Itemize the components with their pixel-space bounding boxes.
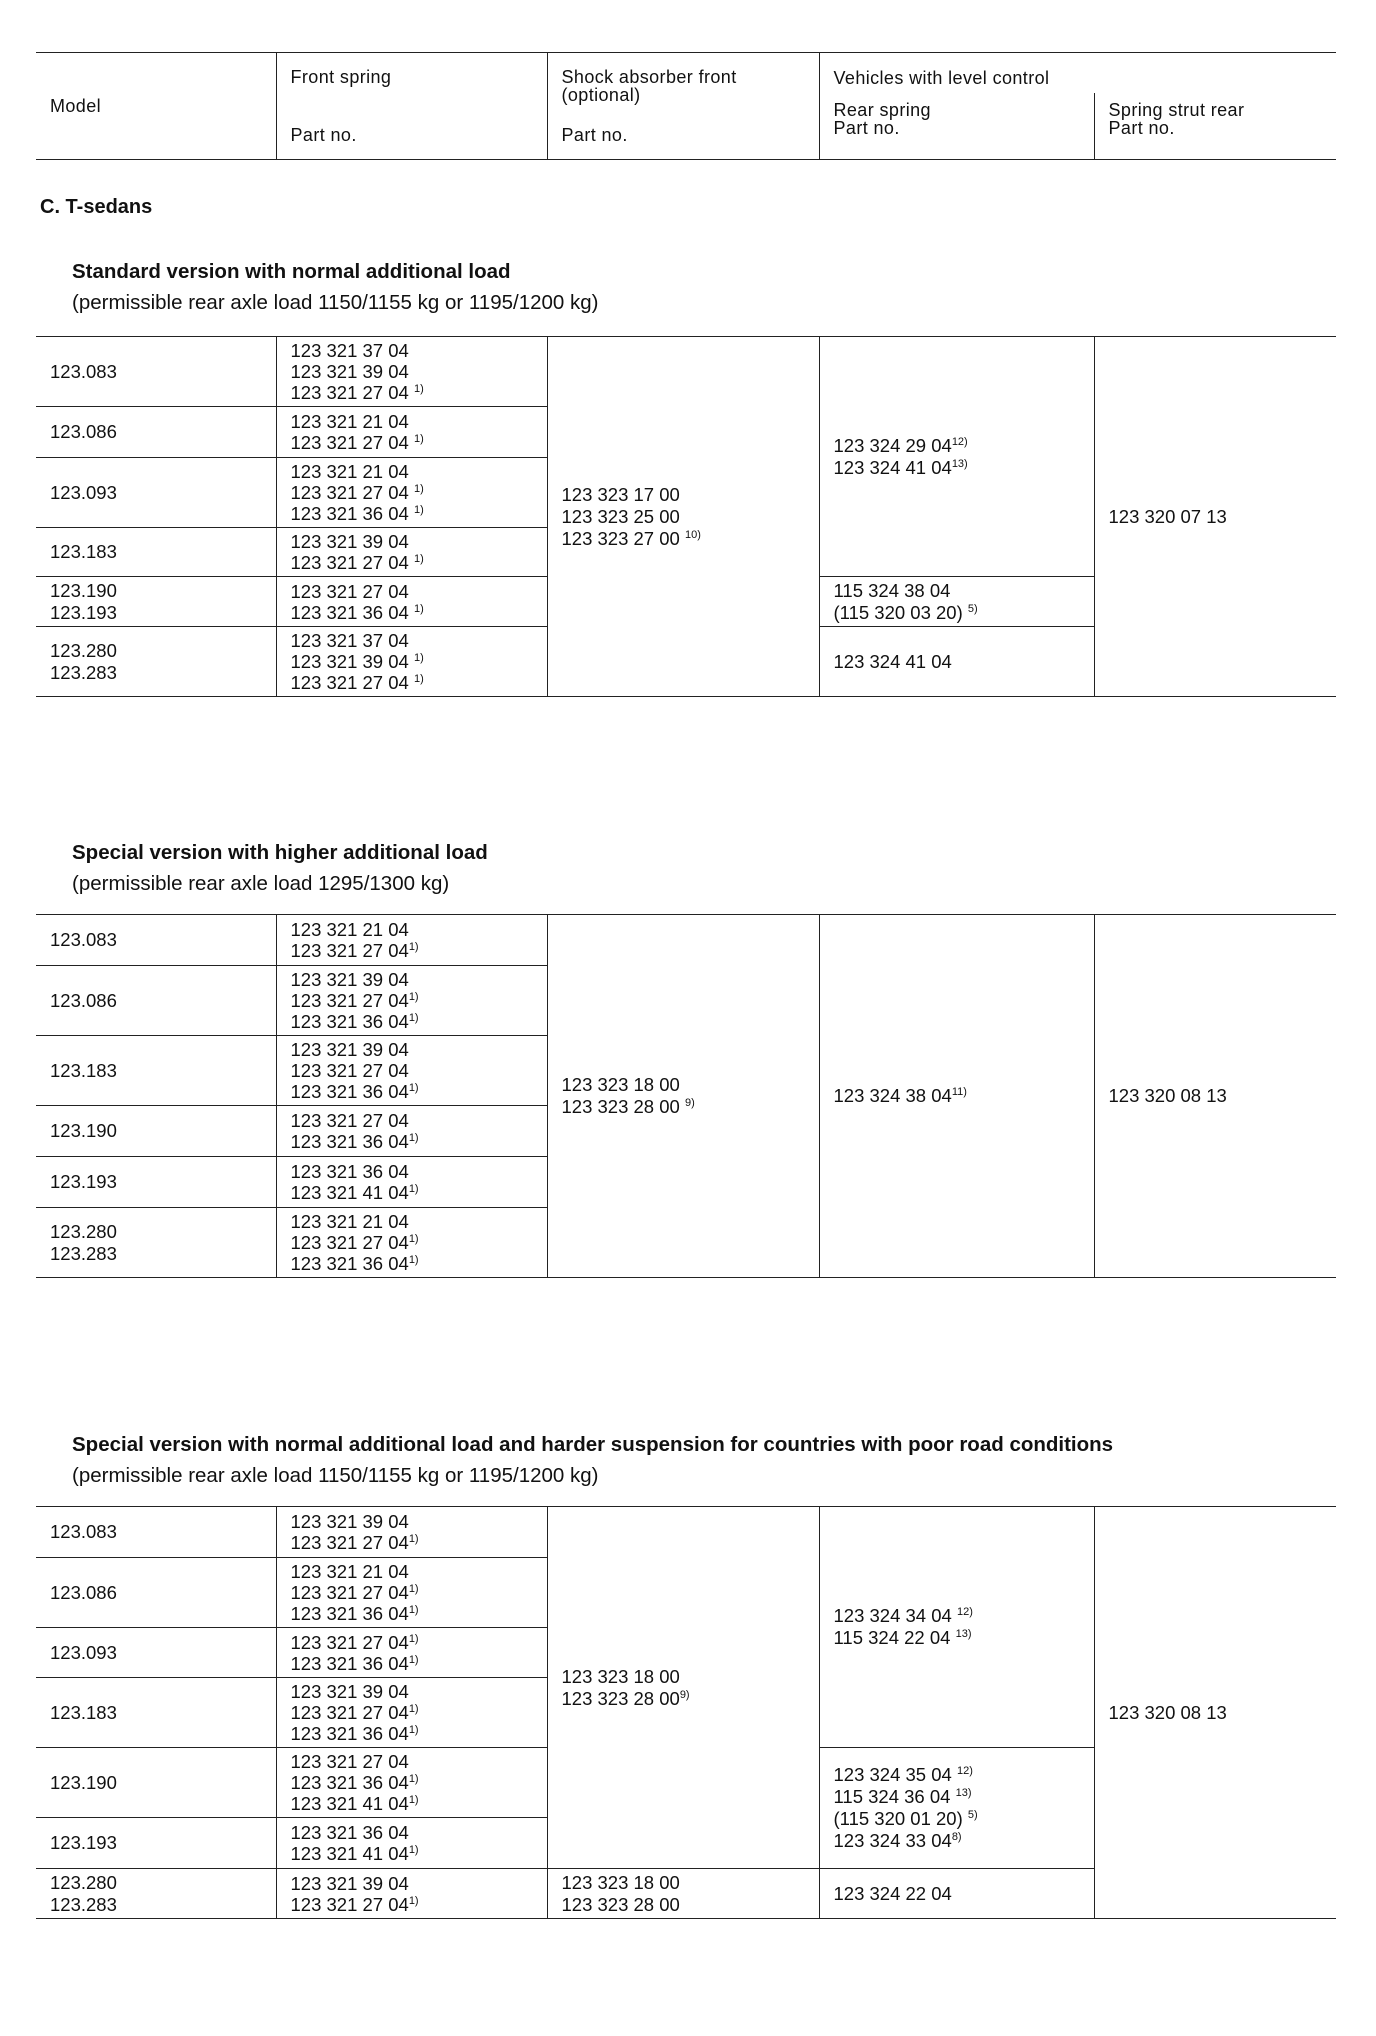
parts-table-standard bbox=[36, 336, 1336, 697]
part-number: 123 321 21 04 bbox=[290, 411, 409, 432]
header-front-spring: Front spring Part no. bbox=[276, 53, 547, 160]
part-number: 123 321 27 04$^{1)}$ bbox=[290, 1582, 419, 1603]
model-number: 123.280 bbox=[50, 639, 117, 661]
part-number: 123 321 27 04$^{1)}$ bbox=[290, 1232, 419, 1253]
model-cell bbox=[36, 577, 276, 627]
model-cell bbox=[36, 1628, 276, 1678]
parts-table-poor-roads bbox=[36, 1506, 1336, 1919]
front-spring-cell bbox=[276, 407, 547, 458]
part-number: 123 321 41 04$^{1)}$ bbox=[290, 1793, 419, 1814]
footnote-ref: 12) bbox=[956, 1765, 973, 1777]
model-cell bbox=[36, 1869, 276, 1919]
rear-spring-parts bbox=[834, 1085, 1094, 1107]
model-number: 123.183 bbox=[50, 541, 117, 562]
front-spring-parts bbox=[291, 1110, 547, 1152]
front-spring-parts bbox=[291, 411, 547, 453]
part-number: 123 321 27 04 $^{1)}$ bbox=[290, 482, 424, 503]
part-number: 123 323 18 00 bbox=[561, 1074, 680, 1095]
rear-spring-parts bbox=[834, 651, 1094, 673]
part-number: 123 321 37 04 bbox=[290, 340, 409, 361]
part-number: 123 321 27 04$^{1)}$ bbox=[290, 990, 419, 1011]
front-spring-parts bbox=[291, 919, 547, 961]
footnote-ref: 1) bbox=[413, 602, 424, 615]
part-number: 123 321 27 04 bbox=[290, 1110, 409, 1131]
part-number: 115 324 38 04 bbox=[833, 579, 951, 601]
part-number: 123 321 27 04$^{1)}$ bbox=[290, 1631, 419, 1653]
front-spring-cell bbox=[276, 627, 547, 697]
front-spring-parts bbox=[291, 1632, 547, 1674]
part-number: 123 323 28 00 $^{9)}$ bbox=[561, 1096, 695, 1117]
front-spring-cell bbox=[276, 966, 547, 1036]
footnote-ref: 1) bbox=[408, 1773, 419, 1785]
front-spring-parts bbox=[291, 630, 547, 693]
front-spring-parts bbox=[291, 1681, 547, 1744]
footnote-ref: 1) bbox=[413, 673, 424, 685]
table-row bbox=[36, 1507, 1336, 1558]
front-spring-cell bbox=[276, 337, 547, 407]
footnote-ref: 1) bbox=[408, 1894, 419, 1907]
part-number: 123 321 39 04 bbox=[290, 531, 409, 552]
front-spring-cell bbox=[276, 1507, 547, 1558]
front-spring-cell bbox=[276, 1157, 547, 1208]
rear-spring-cell bbox=[819, 627, 1094, 697]
front-spring-cell bbox=[276, 577, 547, 627]
footnote-ref: 1) bbox=[413, 483, 424, 495]
part-number: 123 324 22 04 bbox=[833, 1882, 952, 1904]
footnote-ref: 1) bbox=[408, 1703, 419, 1715]
front-spring-parts bbox=[291, 1039, 547, 1102]
model-cell bbox=[36, 1678, 276, 1748]
front-spring-cell bbox=[276, 528, 547, 577]
rear-spring-parts bbox=[834, 1883, 1094, 1905]
footnote-ref: 1) bbox=[408, 991, 419, 1003]
rear-spring-parts bbox=[834, 435, 1094, 479]
part-number: 123 323 25 00 bbox=[561, 505, 680, 527]
part-number: 123 321 36 04$^{1)}$ bbox=[290, 1603, 419, 1624]
rear-spring-cell bbox=[819, 1507, 1094, 1748]
front-spring-cell bbox=[276, 1818, 547, 1869]
part-number: 123 321 27 04 bbox=[290, 1060, 409, 1081]
model-number: 123.083 bbox=[50, 1521, 117, 1542]
part-number: 123 321 39 04 bbox=[290, 969, 409, 990]
column-header bbox=[36, 52, 1336, 160]
front-spring-parts bbox=[291, 1211, 547, 1274]
part-number: 123 324 29 04$^{12)}$ bbox=[833, 434, 968, 456]
footnote-ref: 1) bbox=[408, 1632, 419, 1645]
model-number: 123.183 bbox=[50, 1701, 117, 1723]
part-number: 123 321 36 04$^{1)}$ bbox=[290, 1011, 419, 1032]
footnote-ref: 1) bbox=[408, 1012, 419, 1024]
footnote-ref: 1) bbox=[408, 1653, 419, 1666]
part-number: 123 321 27 04 bbox=[290, 580, 409, 602]
model-cell bbox=[36, 1748, 276, 1818]
group-heading: Standard version with normal additional load (permissible rear axle load 1150/1155 kg or 1195/1200 kg) bbox=[72, 260, 599, 314]
footnote-ref: 1) bbox=[408, 1254, 419, 1266]
footnote-ref: 10) bbox=[684, 528, 701, 541]
part-number: 123 321 27 04 $^{1)}$ bbox=[290, 672, 424, 693]
model-number: 123.193 bbox=[50, 1171, 117, 1192]
model-cell bbox=[36, 1036, 276, 1106]
part-number: 123 324 33 04$^{8)}$ bbox=[833, 1830, 962, 1851]
footnote-ref: 1) bbox=[408, 1724, 419, 1736]
part-number: 123 321 21 04 bbox=[290, 1561, 409, 1582]
front-spring-cell bbox=[276, 1208, 547, 1278]
model-cell bbox=[36, 1106, 276, 1157]
footnote-ref: 1) bbox=[408, 1794, 419, 1806]
model-cell bbox=[36, 1157, 276, 1208]
footnote-ref: 5) bbox=[967, 1809, 978, 1821]
model-number: 123.093 bbox=[50, 1641, 117, 1663]
footnote-ref: 13) bbox=[955, 1787, 972, 1799]
part-number: 123 321 36 04 $^{1)}$ bbox=[290, 601, 424, 623]
footnote-ref: 1) bbox=[413, 433, 424, 445]
part-number: 123 321 27 04 bbox=[290, 1751, 409, 1772]
header-level-control: Vehicles with level control bbox=[819, 53, 1336, 94]
model-number: 123.280 bbox=[50, 1871, 117, 1893]
part-number: 123 321 39 04 bbox=[290, 361, 409, 382]
footnote-ref: 1) bbox=[413, 504, 424, 516]
model-number: 123.283 bbox=[50, 1242, 117, 1264]
footnote-ref: 1) bbox=[408, 941, 419, 953]
footnote-ref: 1) bbox=[413, 553, 424, 565]
rear-spring-cell bbox=[819, 1869, 1094, 1919]
front-spring-parts bbox=[291, 340, 547, 403]
front-spring-cell bbox=[276, 915, 547, 966]
footnote-ref: 13) bbox=[955, 1628, 972, 1640]
part-number: 123 321 21 04 bbox=[290, 1211, 409, 1232]
model-number: 123.190 bbox=[50, 1771, 117, 1793]
shock-absorber-cell bbox=[547, 915, 819, 1278]
model-cell bbox=[36, 915, 276, 966]
model-cell bbox=[36, 337, 276, 407]
model-number: 123.193 bbox=[50, 1832, 117, 1853]
model-number: 123.190 bbox=[50, 1120, 117, 1141]
part-number: 123 321 27 04 $^{1)}$ bbox=[290, 552, 424, 573]
rear-spring-parts bbox=[834, 580, 1094, 624]
footnote-ref: 12) bbox=[951, 435, 968, 448]
footnote-ref: 8) bbox=[951, 1831, 962, 1843]
header-rear-spring: Rear spring Part no. bbox=[819, 93, 1094, 160]
part-number: 123 321 39 04 bbox=[290, 1511, 409, 1532]
model-number: 123.093 bbox=[50, 481, 117, 503]
part-number: 115 324 36 04 $^{13)}$ bbox=[833, 1786, 972, 1807]
part-number: 123 324 38 04$^{11)}$ bbox=[833, 1085, 967, 1106]
front-spring-parts bbox=[291, 461, 547, 524]
footnote-ref: 1) bbox=[408, 1183, 419, 1195]
part-number: 123 323 18 00 bbox=[561, 1871, 680, 1893]
model-number: 123.190 bbox=[50, 579, 117, 601]
part-number: 123 321 36 04$^{1)}$ bbox=[290, 1081, 419, 1102]
front-spring-cell bbox=[276, 1558, 547, 1628]
model-number: 123.083 bbox=[50, 929, 117, 950]
front-spring-cell bbox=[276, 1036, 547, 1106]
footnote-ref: 13) bbox=[951, 457, 968, 470]
part-number: 123 321 21 04 bbox=[290, 919, 409, 940]
part-number: 123 321 39 04 bbox=[290, 1039, 409, 1060]
model-number: 123.183 bbox=[50, 1059, 117, 1081]
part-number: 123 321 36 04$^{1)}$ bbox=[290, 1652, 419, 1674]
parts-table-higher-load bbox=[36, 914, 1336, 1278]
part-number: 123 324 41 04 bbox=[833, 650, 952, 672]
front-spring-parts bbox=[291, 1822, 547, 1864]
footnote-ref: 1) bbox=[408, 1082, 419, 1094]
table-row bbox=[36, 915, 1336, 966]
spring-strut-cell bbox=[1094, 915, 1336, 1278]
front-spring-parts bbox=[291, 969, 547, 1032]
front-spring-parts bbox=[291, 1511, 547, 1553]
shock-absorber-parts bbox=[562, 1872, 819, 1916]
model-number: 123.193 bbox=[50, 601, 117, 623]
part-number: 123 321 39 04 $^{1)}$ bbox=[290, 651, 424, 672]
part-number: 123 321 36 04$^{1)}$ bbox=[290, 1253, 419, 1274]
front-spring-cell bbox=[276, 1869, 547, 1919]
part-number: 123 321 27 04$^{1)}$ bbox=[290, 1702, 419, 1723]
part-number: 123 321 36 04 bbox=[290, 1822, 409, 1843]
footnote-ref: 9) bbox=[679, 1688, 690, 1701]
footnote-ref: 5) bbox=[967, 602, 978, 615]
part-number: 123 321 36 04$^{1)}$ bbox=[290, 1131, 419, 1152]
part-number: (115 320 01 20) $^{5)}$ bbox=[833, 1808, 978, 1829]
spring-strut-part: 123 320 08 13 bbox=[1108, 1701, 1227, 1723]
rear-spring-cell bbox=[819, 577, 1094, 627]
part-number: 123 321 27 04$^{1)}$ bbox=[290, 1532, 419, 1553]
footnote-ref: 1) bbox=[408, 1844, 419, 1856]
part-number: 123 321 27 04 $^{1)}$ bbox=[290, 432, 424, 453]
part-number: 123 323 17 00 bbox=[561, 483, 680, 505]
spring-strut-cell bbox=[1094, 337, 1336, 697]
model-number: 123.280 bbox=[50, 1220, 117, 1242]
header-spring-strut: Spring strut rear Part no. bbox=[1094, 93, 1336, 160]
part-number: 123 323 18 00 bbox=[561, 1665, 680, 1687]
part-number: 123 324 41 04$^{13)}$ bbox=[833, 456, 968, 478]
part-number: 123 321 36 04 bbox=[290, 1161, 409, 1182]
front-spring-parts bbox=[291, 1161, 547, 1203]
model-cell bbox=[36, 458, 276, 528]
front-spring-parts bbox=[291, 581, 547, 623]
model-cell bbox=[36, 1818, 276, 1869]
footnote-ref: 1) bbox=[413, 383, 424, 395]
spring-strut-part: 123 320 08 13 bbox=[1108, 1085, 1227, 1106]
model-number: 123.086 bbox=[50, 1581, 117, 1603]
shock-absorber-parts bbox=[562, 484, 819, 550]
footnote-ref: 1) bbox=[408, 1233, 419, 1245]
part-number: 123 321 36 04 $^{1)}$ bbox=[290, 503, 424, 524]
model-cell bbox=[36, 1558, 276, 1628]
header-shock-absorber: Shock absorber front (optional) Part no. bbox=[547, 53, 819, 160]
spring-strut-part: 123 320 07 13 bbox=[1108, 505, 1227, 527]
model-cell bbox=[36, 528, 276, 577]
shock-absorber-cell bbox=[547, 1507, 819, 1869]
model-cell bbox=[36, 1507, 276, 1558]
part-number: 123 321 36 04$^{1)}$ bbox=[290, 1772, 419, 1793]
shock-absorber-cell bbox=[547, 337, 819, 697]
part-number: 123 323 27 00 $^{10)}$ bbox=[561, 527, 701, 549]
part-number: 123 321 37 04 bbox=[290, 630, 409, 651]
spring-strut-cell bbox=[1094, 1507, 1336, 1919]
rear-spring-parts bbox=[834, 1764, 1094, 1852]
part-number: 115 324 22 04 $^{13)}$ bbox=[833, 1627, 972, 1648]
model-cell bbox=[36, 1208, 276, 1278]
footnote-ref: 1) bbox=[408, 1604, 419, 1616]
group-heading: Special version with normal additional load and harder suspension for countries with poor road conditions (permissible rear axle load 1150/1155 kg or 1195/1200 kg) bbox=[72, 1433, 1114, 1487]
shock-absorber-parts bbox=[562, 1074, 819, 1118]
model-number: 123.086 bbox=[50, 421, 117, 442]
footnote-ref: 1) bbox=[408, 1132, 419, 1144]
model-cell bbox=[36, 627, 276, 697]
model-number: 123.283 bbox=[50, 1893, 117, 1915]
model-cell bbox=[36, 407, 276, 458]
rear-spring-cell bbox=[819, 337, 1094, 577]
shock-absorber-parts bbox=[562, 1666, 819, 1710]
front-spring-parts bbox=[291, 1873, 547, 1915]
part-number: 123 321 27 04 $^{1)}$ bbox=[290, 382, 424, 403]
part-number: 123 321 36 04$^{1)}$ bbox=[290, 1723, 419, 1744]
part-number: 123 321 41 04$^{1)}$ bbox=[290, 1182, 419, 1203]
rear-spring-cell bbox=[819, 1748, 1094, 1869]
part-number: 123 321 21 04 bbox=[290, 461, 409, 482]
front-spring-parts bbox=[291, 531, 547, 573]
front-spring-cell bbox=[276, 458, 547, 528]
model-number: 123.083 bbox=[50, 360, 117, 382]
part-number: 123 321 27 04$^{1)}$ bbox=[290, 940, 419, 961]
group-heading: Special version with higher additional load (permissible rear axle load 1295/1300 kg) bbox=[72, 841, 488, 895]
part-number: 123 321 41 04$^{1)}$ bbox=[290, 1843, 419, 1864]
front-spring-cell bbox=[276, 1628, 547, 1678]
footnote-ref: 1) bbox=[408, 1533, 419, 1545]
part-number: 123 323 28 00 bbox=[561, 1893, 680, 1915]
footnote-ref: 11) bbox=[951, 1086, 967, 1098]
shock-absorber-cell bbox=[547, 1869, 819, 1919]
section-title: C. T-sedans bbox=[40, 196, 153, 218]
footnote-ref: 9) bbox=[684, 1097, 695, 1109]
model-cell bbox=[36, 966, 276, 1036]
model-number: 123.283 bbox=[50, 661, 117, 683]
footnote-ref: 12) bbox=[956, 1606, 973, 1618]
front-spring-cell bbox=[276, 1748, 547, 1818]
front-spring-parts bbox=[291, 1561, 547, 1624]
model-number: 123.086 bbox=[50, 989, 117, 1011]
part-number: 123 321 27 04$^{1)}$ bbox=[290, 1893, 419, 1915]
rear-spring-cell bbox=[819, 915, 1094, 1278]
footnote-ref: 1) bbox=[413, 652, 424, 664]
part-number: 123 321 39 04 bbox=[290, 1872, 409, 1894]
table-row bbox=[36, 337, 1336, 407]
part-number: 123 324 35 04 $^{12)}$ bbox=[833, 1764, 973, 1785]
header-model: Model bbox=[50, 96, 102, 116]
footnote-ref: 1) bbox=[408, 1583, 419, 1595]
front-spring-cell bbox=[276, 1106, 547, 1157]
part-number: 123 321 39 04 bbox=[290, 1681, 409, 1702]
front-spring-parts bbox=[291, 1751, 547, 1814]
rear-spring-parts bbox=[834, 1605, 1094, 1649]
part-number: 123 324 34 04 $^{12)}$ bbox=[833, 1605, 973, 1626]
front-spring-cell bbox=[276, 1678, 547, 1748]
part-number: 123 323 28 00$^{9)}$ bbox=[561, 1687, 690, 1709]
part-number: (115 320 03 20) $^{5)}$ bbox=[833, 601, 978, 623]
